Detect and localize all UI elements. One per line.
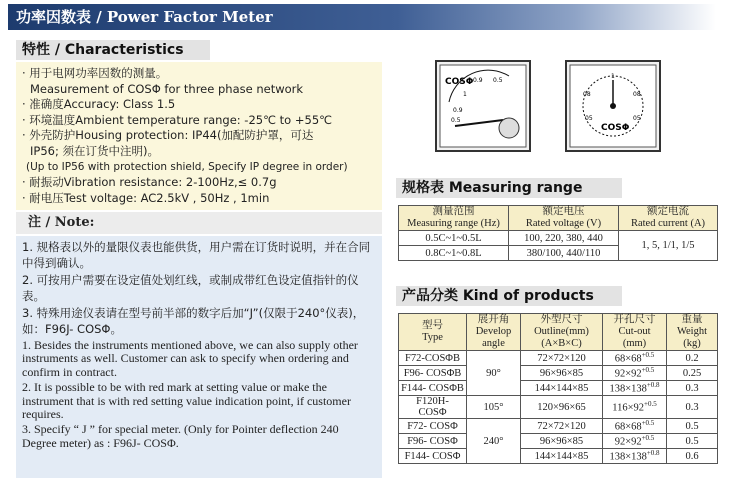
cell-weight: 0.3 xyxy=(667,396,718,419)
note-list xyxy=(16,236,382,478)
table-row xyxy=(399,449,718,464)
meter-left-label: COSΦ xyxy=(445,77,474,87)
table-row xyxy=(399,231,718,246)
characteristic-line: IP56; 须在订货中注明)。 xyxy=(30,143,159,158)
note-item: 1. 规格表以外的量限仪表也能供货，用户需在订货时说明，并在合同中得到确认。 xyxy=(22,240,371,270)
cutout-value: 92×92 xyxy=(614,436,642,448)
note-item-en: 1. Besides the instruments mentioned above, we can also supply other instruments as well. Customer can ask to specify when ordering and confirm in contract. xyxy=(22,338,358,379)
table-row xyxy=(399,351,718,366)
table-row xyxy=(399,396,718,419)
meter-right-label: COSΦ xyxy=(601,123,630,133)
characteristic-line: · 准确度Accuracy: Class 1.5 xyxy=(22,97,176,112)
cutout-tolerance: +0.5 xyxy=(644,400,657,409)
meter-scale-label: 08 xyxy=(583,91,591,98)
header-type: 型号 Type xyxy=(399,314,467,351)
table-header-row xyxy=(399,206,718,231)
cell-outline: 72×72×120 xyxy=(521,419,603,434)
cell-type: F120H- COSΦ xyxy=(399,396,467,419)
cell-range: 0.8C~1~0.8L xyxy=(399,246,509,261)
cutout-value: 138×138 xyxy=(609,451,647,463)
cell-angle: 240° xyxy=(467,419,521,464)
cell-type: F72-COSΦB xyxy=(399,351,467,366)
meter-scale-label: 0.9 xyxy=(473,77,483,84)
table-header-row xyxy=(399,314,718,351)
header-cutout: 开孔尺寸 Cut-out (mm) xyxy=(603,314,667,351)
cutout-value: 92×92 xyxy=(614,368,642,380)
measuring-range-heading: 规格表 Measuring range xyxy=(396,178,622,198)
cutout-value: 68×68 xyxy=(614,353,642,365)
header-voltage: 额定电压 Rated voltage (V) xyxy=(509,206,619,231)
characteristic-line: Measurement of COSΦ for three phase network xyxy=(30,81,304,96)
products-heading: 产品分类 Kind of products xyxy=(396,286,622,306)
cell-angle: 90° xyxy=(467,351,521,396)
header-weight: 重量 Weight (kg) xyxy=(667,314,718,351)
cell-voltage: 380/100, 440/110 xyxy=(509,246,619,261)
cutout-tolerance: +0.5 xyxy=(641,419,655,428)
cell-type: F144- COSΦB xyxy=(399,381,467,396)
cell-type: F72- COSΦ xyxy=(399,419,467,434)
characteristics-heading: 特性 / Characteristics xyxy=(16,40,210,60)
note-item-en: 2. It is possible to be with red mark at setting value or make the instrument that is with red setting value indication point, if customer requires. xyxy=(22,380,351,422)
cutout-tolerance: +0.8 xyxy=(646,381,660,390)
meter-scale-label: 0.5 xyxy=(493,77,503,84)
cell-angle: 105° xyxy=(467,396,521,419)
cutout-tolerance: +0.5 xyxy=(641,366,655,375)
cutout-value: 116×92 xyxy=(612,402,645,414)
meter-scale-label: 0.9 xyxy=(453,107,463,114)
cell-outline: 144×144×85 xyxy=(521,381,603,396)
page-title: 功率因数表 / Power Factor Meter xyxy=(8,4,716,30)
cell-outline: 96×96×85 xyxy=(521,434,603,449)
characteristic-line: (Up to IP56 with protection shield, Specify IP degree in order) xyxy=(26,160,348,173)
cell-type: F96- COSΦ xyxy=(399,434,467,449)
characteristic-line: · 耐振动Vibration resistance: 2-100Hz,≤ 0.7g xyxy=(22,175,277,190)
header-angle: 展开角 Develop angle xyxy=(467,314,521,351)
cell-outline: 96×96×85 xyxy=(521,366,603,381)
meter-scale-label: 08 xyxy=(633,91,641,98)
products-table xyxy=(398,313,718,464)
cell-weight: 0.5 xyxy=(667,434,718,449)
meter-image-left xyxy=(435,60,531,152)
cell-weight: 0.5 xyxy=(667,419,718,434)
note-item: 3. 特殊用途仪表请在型号前半部的数字后加“J”(仅限于240°仪表)，如：F96J- COSΦ。 xyxy=(22,306,365,336)
cell-cutout xyxy=(603,434,667,449)
cell-weight: 0.3 xyxy=(667,381,718,396)
characteristic-line: · 外壳防护Housing protection: IP44(加配防护罩，可达 xyxy=(22,128,314,143)
cutout-tolerance: +0.5 xyxy=(641,351,655,360)
cutout-value: 68×68 xyxy=(614,421,642,433)
cell-cutout xyxy=(603,449,667,464)
cell-cutout xyxy=(603,381,667,396)
cutout-value: 138×138 xyxy=(609,383,647,395)
cell-current: 1, 5, 1/1, 1/5 xyxy=(619,231,718,261)
meter-scale-label: 05 xyxy=(585,115,593,122)
table-row xyxy=(399,366,718,381)
cell-type: F144- COSΦ xyxy=(399,449,467,464)
cutout-tolerance: +0.8 xyxy=(646,449,660,458)
cutout-tolerance: +0.5 xyxy=(641,434,655,443)
cell-range: 0.5C~1~0.5L xyxy=(399,231,509,246)
table-row xyxy=(399,419,718,434)
meter-scale-label: 1 xyxy=(463,91,467,98)
meter-scale-label: 05 xyxy=(633,115,641,122)
header-range: 测量范围 Measuring range (Hz) xyxy=(399,206,509,231)
cell-weight: 0.6 xyxy=(667,449,718,464)
note-heading: 注 / Note: xyxy=(16,212,382,234)
meter-scale-label: 0.5 xyxy=(451,117,461,124)
header-outline: 外型尺寸 Outline(mm) (A×B×C) xyxy=(521,314,603,351)
cell-weight: 0.2 xyxy=(667,351,718,366)
cell-outline: 120×96×65 xyxy=(521,396,603,419)
cell-weight: 0.25 xyxy=(667,366,718,381)
characteristic-line: · 环境温度Ambient temperature range: -25℃ to +55℃ xyxy=(22,112,333,127)
table-row xyxy=(399,434,718,449)
note-item-en: 3. Specify “ J ” for special meter. (Only for Pointer deflection 240 Degree meter) as : F96J- COSΦ. xyxy=(22,422,339,450)
characteristic-line: · 耐电压Test voltage: AC2.5kV , 50Hz , 1min xyxy=(22,190,270,205)
meter-dial-left xyxy=(437,62,529,150)
header-current: 额定电流 Rated current (A) xyxy=(619,206,718,231)
measuring-range-table xyxy=(398,205,718,261)
meter-image-right xyxy=(565,60,661,152)
cell-outline: 72×72×120 xyxy=(521,351,603,366)
characteristic-line: · 用于电网功率因数的测量。 xyxy=(22,66,168,80)
table-row xyxy=(399,381,718,396)
cell-cutout xyxy=(603,351,667,366)
cell-cutout xyxy=(603,419,667,434)
cell-cutout xyxy=(603,396,667,419)
cell-cutout xyxy=(603,366,667,381)
cell-voltage: 100, 220, 380, 440 xyxy=(509,231,619,246)
meter-scale-label: 1 xyxy=(611,73,615,80)
characteristics-list xyxy=(16,62,382,210)
note-item: 2. 可按用户需要在设定值处划红线，或制成带红色设定值指针的仪表。 xyxy=(22,273,359,303)
cell-type: F96- COSΦB xyxy=(399,366,467,381)
meter-dial-right xyxy=(567,62,659,150)
cell-outline: 144×144×85 xyxy=(521,449,603,464)
